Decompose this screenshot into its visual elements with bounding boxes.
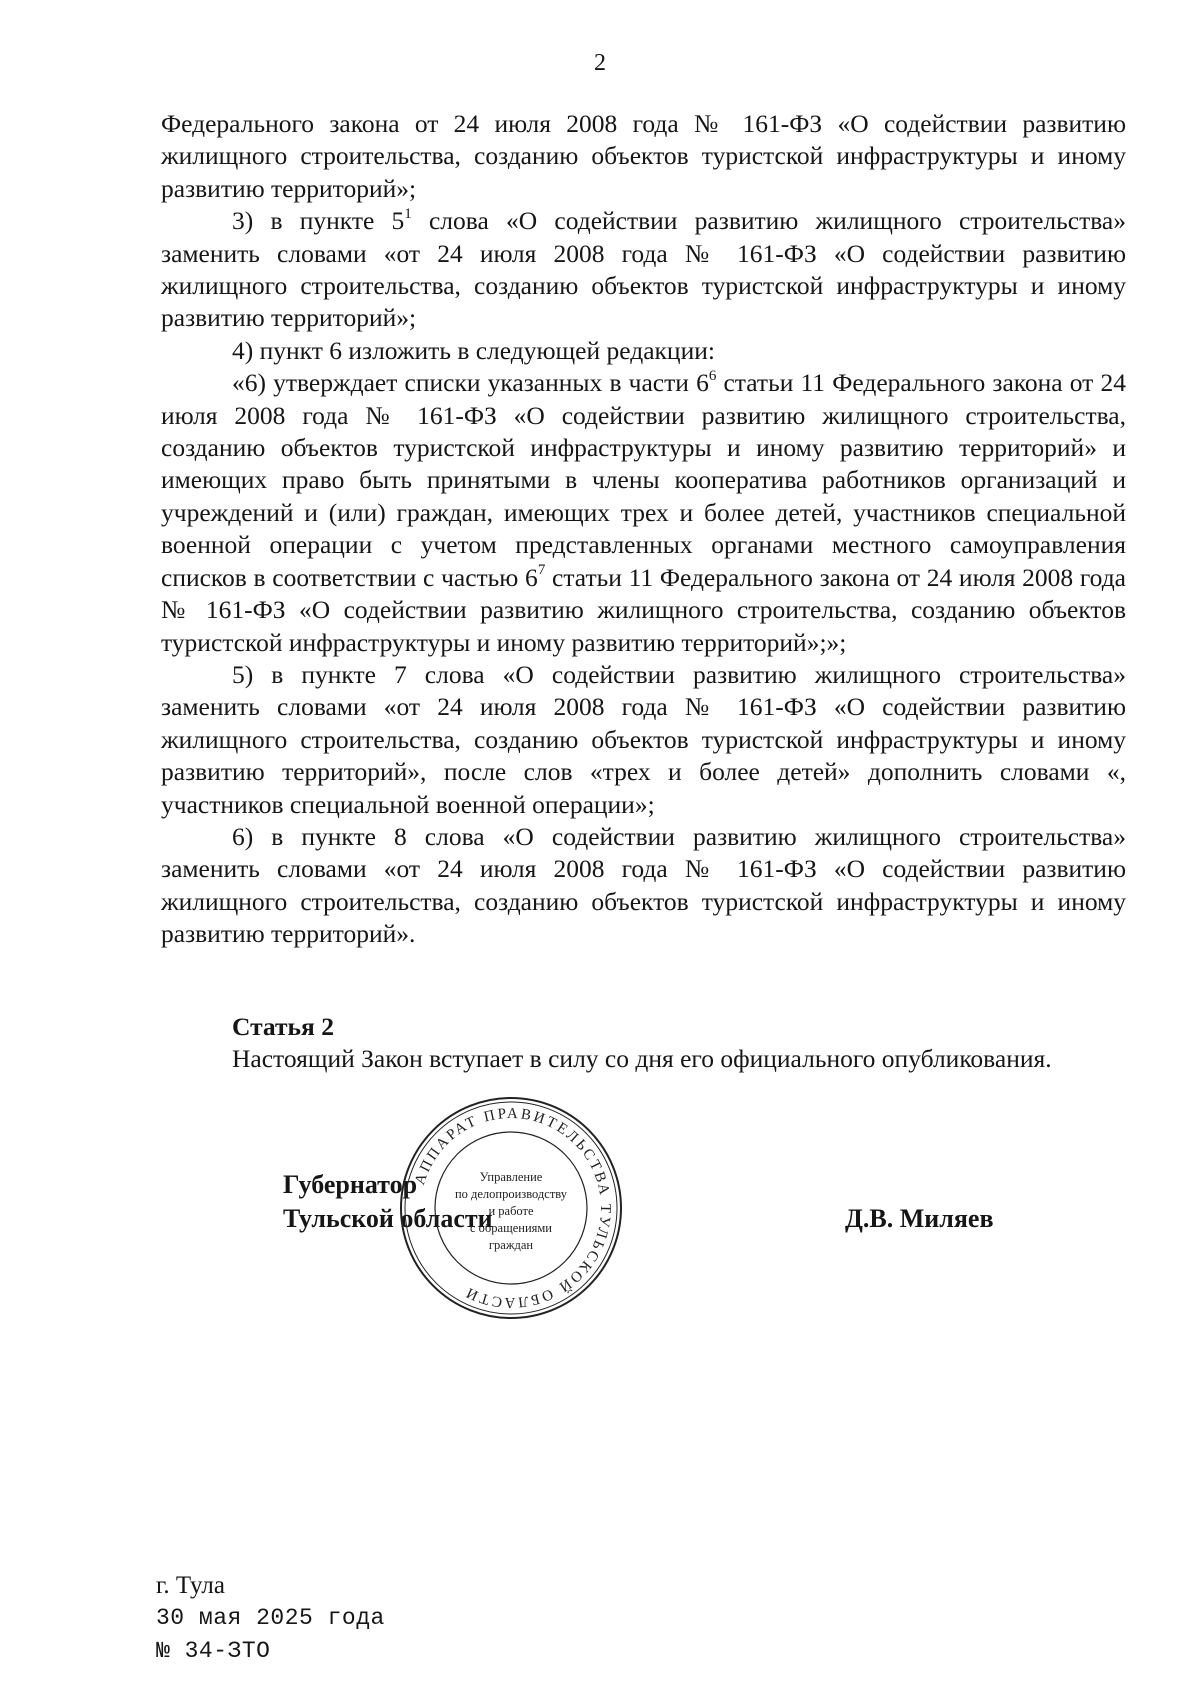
superscript: 7 [537,562,546,579]
paragraph-text: 4) пункт 6 изложить в следующей редакции: [232,335,715,365]
seal-ring-text: АППАРАТ ПРАВИТЕЛЬСТВА ТУЛЬСКОЙ ОБЛАСТИ [412,1105,614,1311]
paragraph-text: слова «О содействии развитию жилищного строительства» заменить словами «от 24 июля 2008 года № 161-ФЗ «О содействии развитию жилищного строительства, созданию объектов туристской инфраструктуры и иному развитию территорий»; [161,206,1126,333]
seal-center-line-4: с обращениями [470,1221,552,1235]
seal-center-line-3: и работе [488,1204,534,1218]
paragraph-text: 6) в пункте 8 слова «О содействии развитию жилищного строительства» заменить словами «от 24 июля 2008 года № 161-ФЗ «О содействии развитию жилищного строительства, созданию объектов туристской инфраструктуры и иному развитию территорий». [161,821,1126,949]
official-seal [398,1095,624,1321]
page-number: 2 [594,50,606,76]
law-number: № 34-ЗТО [156,1638,271,1664]
paragraph [161,659,1126,821]
article-title: Статья 2 [232,1012,334,1041]
paragraph-text: «6) утверждает списки указанных в части 6 [232,368,709,398]
paragraph-text: 5) в пункте 7 слова «О содействии развитию жилищного строительства» заменить словами «от 24 июля 2008 года № 161-ФЗ «О содействии развитию жилищного строительства, созданию объектов туристской инфраструктуры и иному развитию территорий», после слов «трех и более детей» дополнить словами «, участников специальной военной операции»; [161,659,1126,819]
superscript: 1 [404,205,412,222]
paragraph [161,367,1126,659]
paragraph [161,205,1126,335]
paragraph-text: статьи 11 Федерального закона от 24 июля 2008 года № 161-ФЗ «О содействии развитию жилищного строительства, созданию объектов туристской инфраструктуры и иному развитию территорий» и имеющих право быть принятыми в члены кооператива работников организаций и учреждений и (или) граждан, имеющих трех и более детей, участников специальной военной операции с учетом представленных органами местного самоуправления списков в соответствии с частью 6 [161,368,1126,592]
paragraph-text: статьи 11 Федерального закона от 24 июля 2008 года № 161-ФЗ «О содействии развитию жилищного строительства, созданию объектов туристской инфраструктуры и иному развитию территорий»;»; [161,562,1126,657]
paragraph [161,108,1126,205]
superscript: 6 [708,367,717,384]
paragraph [161,821,1126,951]
law-date: 30 мая 2025 года [156,1605,385,1631]
seal-center-line-1: Управление [479,1170,543,1184]
place-of-signing: г. Тула [156,1572,225,1599]
seal-center-line-2: по делопроизводству [454,1187,568,1201]
paragraph-text: Федерального закона от 24 июля 2008 года № 161-ФЗ «О содействии развитию жилищного строительства, созданию объектов туристской инфраструктуры и иному развитию территорий»; [161,109,1126,203]
signatory-title-line1: Губернатор [283,1170,418,1199]
signatory-name: Д.В. Миляев [845,1204,994,1233]
seal-center-line-5: граждан [488,1238,534,1252]
paragraph [161,335,1126,367]
signatory-title-line2: Тульской области [283,1204,493,1233]
article-text: Настоящий Закон вступает в силу со дня его официального опубликования. [232,1044,1052,1073]
law-text [161,108,1126,951]
paragraph-text: 3) в пункте 5 [232,206,405,236]
